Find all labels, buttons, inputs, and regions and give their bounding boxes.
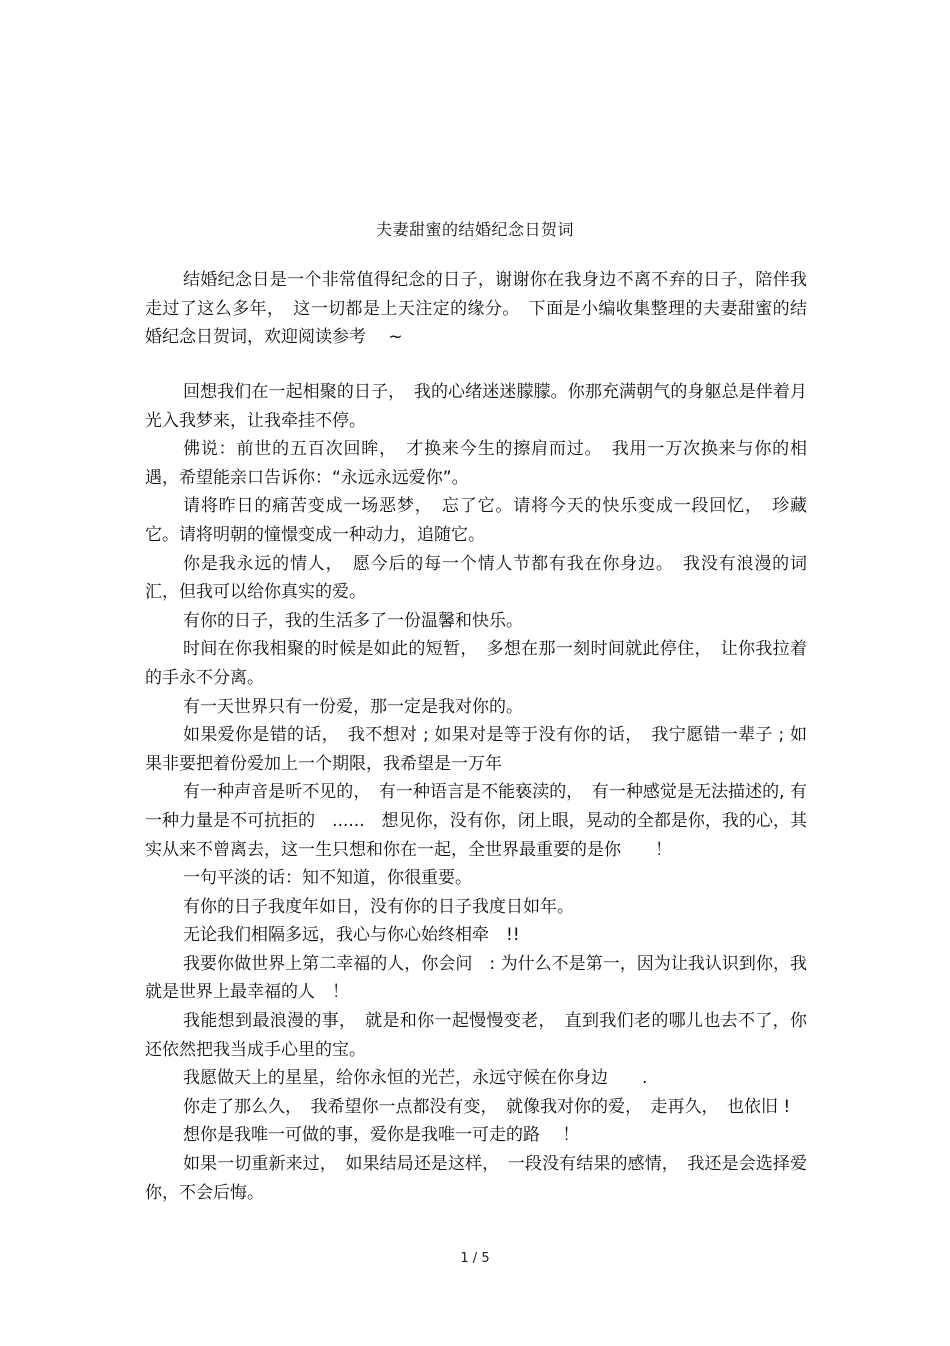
paragraph: 一句平淡的话：知不知道，你很重要。 [183, 868, 472, 889]
document-title: 夫妻甜蜜的结婚纪念日贺词 [375, 220, 574, 239]
paragraph: 我愿做天上的星星，给你永恒的光芒，永远守候在你身边 . [183, 1068, 648, 1089]
paragraph: 如果爱你是错的话， 我不想对 ; 如果对是等于没有你的话， 我宁愿错一辈子 ; 如果非要把着份爱加上一个期限，我希望是一万年 [145, 725, 807, 774]
main-content [145, 378, 807, 1207]
paragraph: 无论我们相隔多远，我心与你心始终相牵 !! [183, 925, 520, 946]
intro-section [145, 266, 807, 352]
page-number: 1 / 5 [460, 1251, 490, 1266]
paragraph: 我要你做世界上第二幸福的人，你会问 : 为什么不是第一，因为让我认识到你，我就是世界上最幸福的人 ！ [145, 953, 807, 1003]
intro-paragraph: 结婚纪念日是一个非常值得纪念的日子，谢谢你在我身边不离不弃的日子，陪伴我走过了这么多年， 这一切都是上天注定的缘分。 下面是小编收集整理的夫妻甜蜜的结婚纪念日贺词，欢迎阅读参考 ~ [145, 270, 807, 348]
paragraph: 请将昨日的痛苦变成一场恶梦， 忘了它。请将今天的快乐变成一段回忆， 珍藏它。请将明朝的憧憬变成一种动力，追随它。 [145, 496, 807, 545]
paragraph: 有一种声音是听不见的， 有一种语言是不能亵渎的， 有一种感觉是无法描述的, 有一种力量是不可抗拒的 ...... 想见你，没有你，闭上眼，晃动的全都是你，我的心，其实从来不曾离去，这一生只想和你在一起，全世界最重要的是你 ！ [145, 782, 807, 860]
paragraph: 佛说：前世的五百次回眸， 才换来今生的擦肩而过。 我用一万次换来与你的相遇，希望能亲口告诉你：“永远永远爱你”。 [145, 439, 807, 488]
paragraph: 有你的日子我度年如日，没有你的日子我度日如年。 [183, 896, 574, 917]
paragraph: 有你的日子，我的生活多了一份温馨和快乐。 [183, 610, 523, 631]
paragraph: 时间在你我相聚的时候是如此的短暂， 多想在那一刻时间就此停住， 让你我拉着的手永不分离。 [145, 639, 807, 688]
paragraph: 如果一切重新来过， 如果结局还是这样， 一段没有结果的感情， 我还是会选择爱你，不会后悔。 [145, 1154, 807, 1203]
paragraph: 有一天世界只有一份爱，那一定是我对你的。 [183, 696, 523, 717]
paragraph: 你是我永远的情人， 愿今后的每一个情人节都有我在你身边。 我没有浪漫的词汇，但我可以给你真实的爱。 [145, 553, 807, 603]
paragraph: 你走了那么久， 我希望你一点都没有变， 就像我对你的爱， 走再久， 也依旧 ! [183, 1096, 791, 1117]
paragraph: 我能想到最浪漫的事， 就是和你一起慢慢变老， 直到我们老的哪儿也去不了，你还依然把我当成手心里的宝。 [145, 1011, 807, 1060]
paragraph: 想你是我唯一可做的事，爱你是我唯一可走的路 ！ [183, 1125, 580, 1146]
paragraph: 回想我们在一起相聚的日子， 我的心绪迷迷朦朦。你那充满朝气的身躯总是伴着月光入我梦来，让我牵挂不停。 [145, 382, 807, 431]
